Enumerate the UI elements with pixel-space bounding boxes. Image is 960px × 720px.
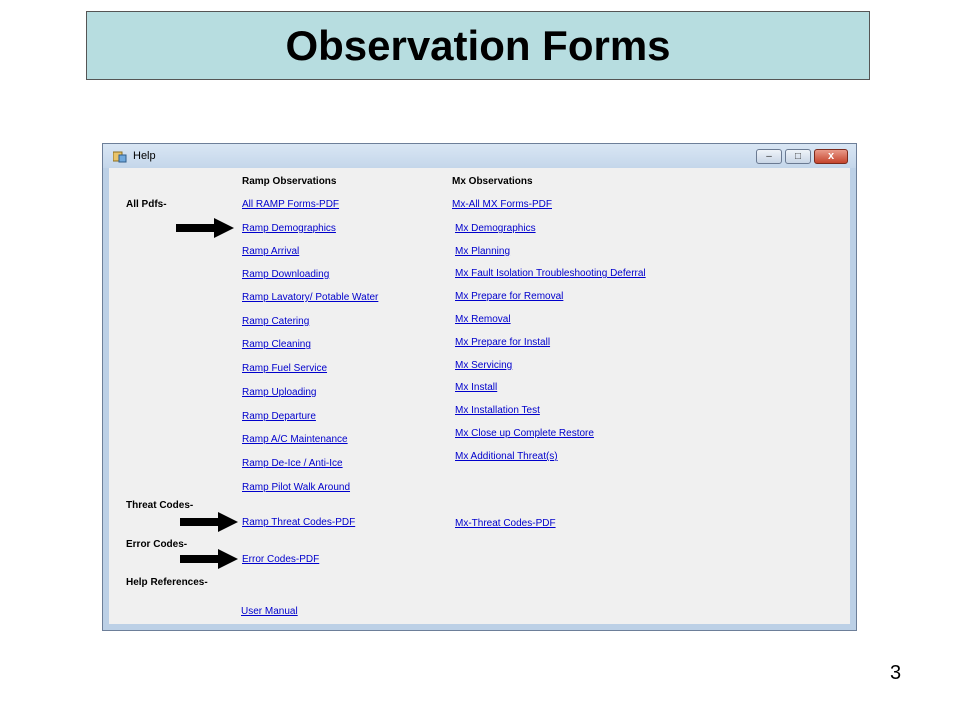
error-codes-pdf-link[interactable]: Error Codes-PDF — [242, 554, 320, 565]
mx-link-fault-isolation[interactable]: Mx Fault Isolation Troubleshooting Deferral — [455, 268, 646, 279]
threat-codes-label: Threat Codes- — [126, 500, 194, 511]
close-button[interactable]: x — [814, 149, 848, 164]
mx-link-additional-threats[interactable]: Mx Additional Threat(s) — [455, 451, 558, 462]
ramp-link-ac-maintenance[interactable]: Ramp A/C Maintenance — [242, 434, 348, 445]
window-controls — [756, 149, 848, 164]
ramp-link-fuel-service[interactable]: Ramp Fuel Service — [242, 363, 328, 374]
error-codes-label: Error Codes- — [126, 539, 188, 550]
ramp-link-departure[interactable]: Ramp Departure — [242, 411, 316, 422]
ramp-link-catering[interactable]: Ramp Catering — [242, 316, 310, 327]
user-manual-link[interactable]: User Manual — [241, 606, 298, 617]
minimize-button[interactable]: – — [756, 149, 782, 164]
windows-form-icon — [113, 151, 127, 163]
ramp-link-all-forms-pdf[interactable]: All RAMP Forms-PDF — [242, 199, 340, 210]
slide-title: Observation Forms — [285, 21, 671, 69]
ramp-link-demographics[interactable]: Ramp Demographics — [242, 223, 336, 234]
help-references-label: Help References- — [126, 577, 208, 588]
slide-title-banner — [86, 11, 870, 80]
window-title: Help — [133, 150, 156, 162]
ramp-link-cleaning[interactable]: Ramp Cleaning — [242, 339, 311, 350]
black-right-arrow-icon — [180, 512, 238, 532]
ramp-link-de-ice-anti-ice[interactable]: Ramp De-Ice / Anti-Ice — [242, 458, 343, 469]
black-right-arrow-icon — [176, 218, 234, 238]
ramp-link-arrival[interactable]: Ramp Arrival — [242, 246, 300, 257]
mx-threat-codes-pdf-link[interactable]: Mx-Threat Codes-PDF — [455, 518, 556, 529]
ramp-threat-codes-pdf-link[interactable]: Ramp Threat Codes-PDF — [242, 517, 356, 528]
mx-link-removal[interactable]: Mx Removal — [455, 314, 511, 325]
ramp-link-downloading[interactable]: Ramp Downloading — [242, 269, 330, 280]
mx-link-installation-test[interactable]: Mx Installation Test — [455, 405, 540, 416]
window-titlebar[interactable] — [103, 144, 856, 168]
mx-link-demographics[interactable]: Mx Demographics — [455, 223, 536, 234]
mx-link-close-up-complete-restore[interactable]: Mx Close up Complete Restore — [455, 428, 594, 439]
mx-link-all-forms-pdf[interactable]: Mx-All MX Forms-PDF — [452, 199, 552, 210]
all-pdfs-label: All Pdfs- — [126, 199, 167, 210]
ramp-link-lavatory-potable-water[interactable]: Ramp Lavatory/ Potable Water — [242, 292, 379, 303]
mx-link-prepare-for-removal[interactable]: Mx Prepare for Removal — [455, 291, 564, 302]
mx-link-servicing[interactable]: Mx Servicing — [455, 360, 513, 371]
page-number: 3 — [890, 662, 902, 684]
ramp-link-pilot-walk-around[interactable]: Ramp Pilot Walk Around — [242, 482, 351, 493]
mx-link-prepare-for-install[interactable]: Mx Prepare for Install — [455, 337, 551, 348]
mx-observations-header: Mx Observations — [452, 176, 533, 187]
mx-link-install[interactable]: Mx Install — [455, 382, 498, 393]
mx-link-planning[interactable]: Mx Planning — [455, 246, 511, 257]
ramp-observations-header: Ramp Observations — [242, 176, 337, 187]
maximize-button[interactable]: □ — [785, 149, 811, 164]
black-right-arrow-icon — [180, 549, 238, 569]
ramp-link-uploading[interactable]: Ramp Uploading — [242, 387, 317, 398]
